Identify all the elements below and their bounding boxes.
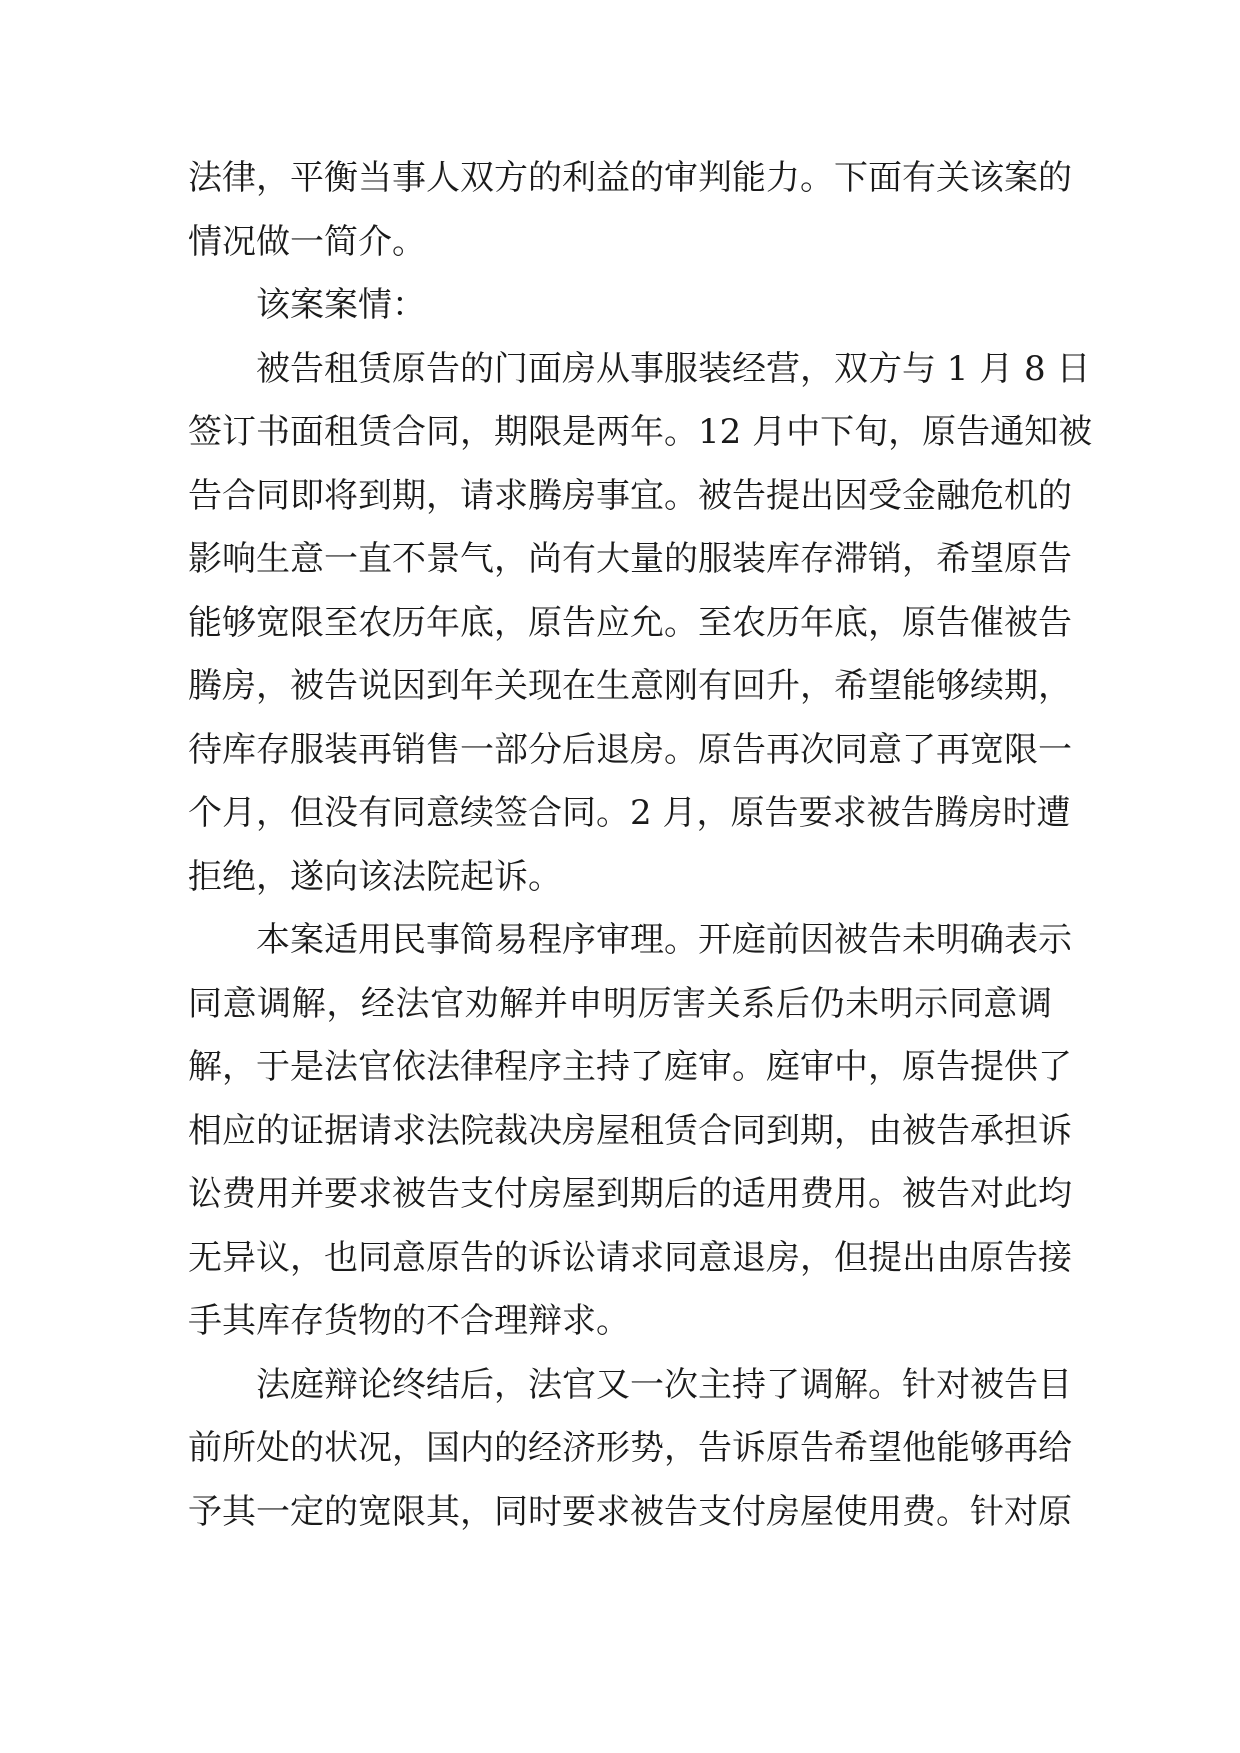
section-heading: 该案案情： bbox=[256, 285, 426, 325]
text-line: 腾房，被告说因到年关现在生意刚有回升，希望能够续期， bbox=[188, 666, 1072, 706]
text-line: 前所处的状况，国内的经济形势，告诉原告希望他能够再给 bbox=[188, 1428, 1072, 1468]
text-line: 手其库存货物的不合理辩求。 bbox=[188, 1301, 630, 1341]
text-line: 签订书面租赁合同，期限是两年。12 月中下旬，原告通知被 bbox=[188, 412, 1093, 452]
text-line: 影响生意一直不景气，尚有大量的服装库存滞销，希望原告 bbox=[188, 539, 1072, 579]
text-line: 情况做一简介。 bbox=[188, 221, 426, 262]
text-line: 相应的证据请求法院裁决房屋租赁合同到期，由被告承担诉 bbox=[188, 1110, 1072, 1151]
text-line: 解，于是法官依法律程序主持了庭审。庭审中，原告提供了 bbox=[188, 1047, 1072, 1087]
text-line: 无异议，也同意原告的诉讼请求同意退房，但提出由原告接 bbox=[188, 1237, 1072, 1278]
text-line: 被告租赁原告的门面房从事服装经营，双方与 1 月 8 日 bbox=[256, 348, 1091, 389]
text-line: 个月，但没有同意续签合同。2 月，原告要求被告腾房时遭 bbox=[188, 793, 1071, 833]
text-line: 本案适用民事简易程序审理。开庭前因被告未明确表示 bbox=[256, 920, 1072, 960]
text-line: 讼费用并要求被告支付房屋到期后的适用费用。被告对此均 bbox=[188, 1174, 1072, 1214]
text-line: 待库存服装再销售一部分后退房。原告再次同意了再宽限一 bbox=[188, 729, 1072, 770]
text-line: 法律，平衡当事人双方的利益的审判能力。下面有关该案的 bbox=[188, 158, 1072, 198]
text-line: 告合同即将到期，请求腾房事宜。被告提出因受金融危机的 bbox=[188, 475, 1072, 516]
document-body bbox=[188, 147, 1093, 1544]
text-line: 法庭辩论终结后，法官又一次主持了调解。针对被告目 bbox=[256, 1364, 1072, 1405]
text-line: 予其一定的宽限其，同时要求被告支付房屋使用费。针对原 bbox=[188, 1491, 1072, 1532]
text-line: 拒绝，遂向该法院起诉。 bbox=[188, 856, 562, 897]
text-line: 能够宽限至农历年底，原告应允。至农历年底，原告催被告 bbox=[188, 602, 1072, 643]
text-line: 同意调解，经法官劝解并申明厉害关系后仍未明示同意调 bbox=[188, 983, 1052, 1024]
